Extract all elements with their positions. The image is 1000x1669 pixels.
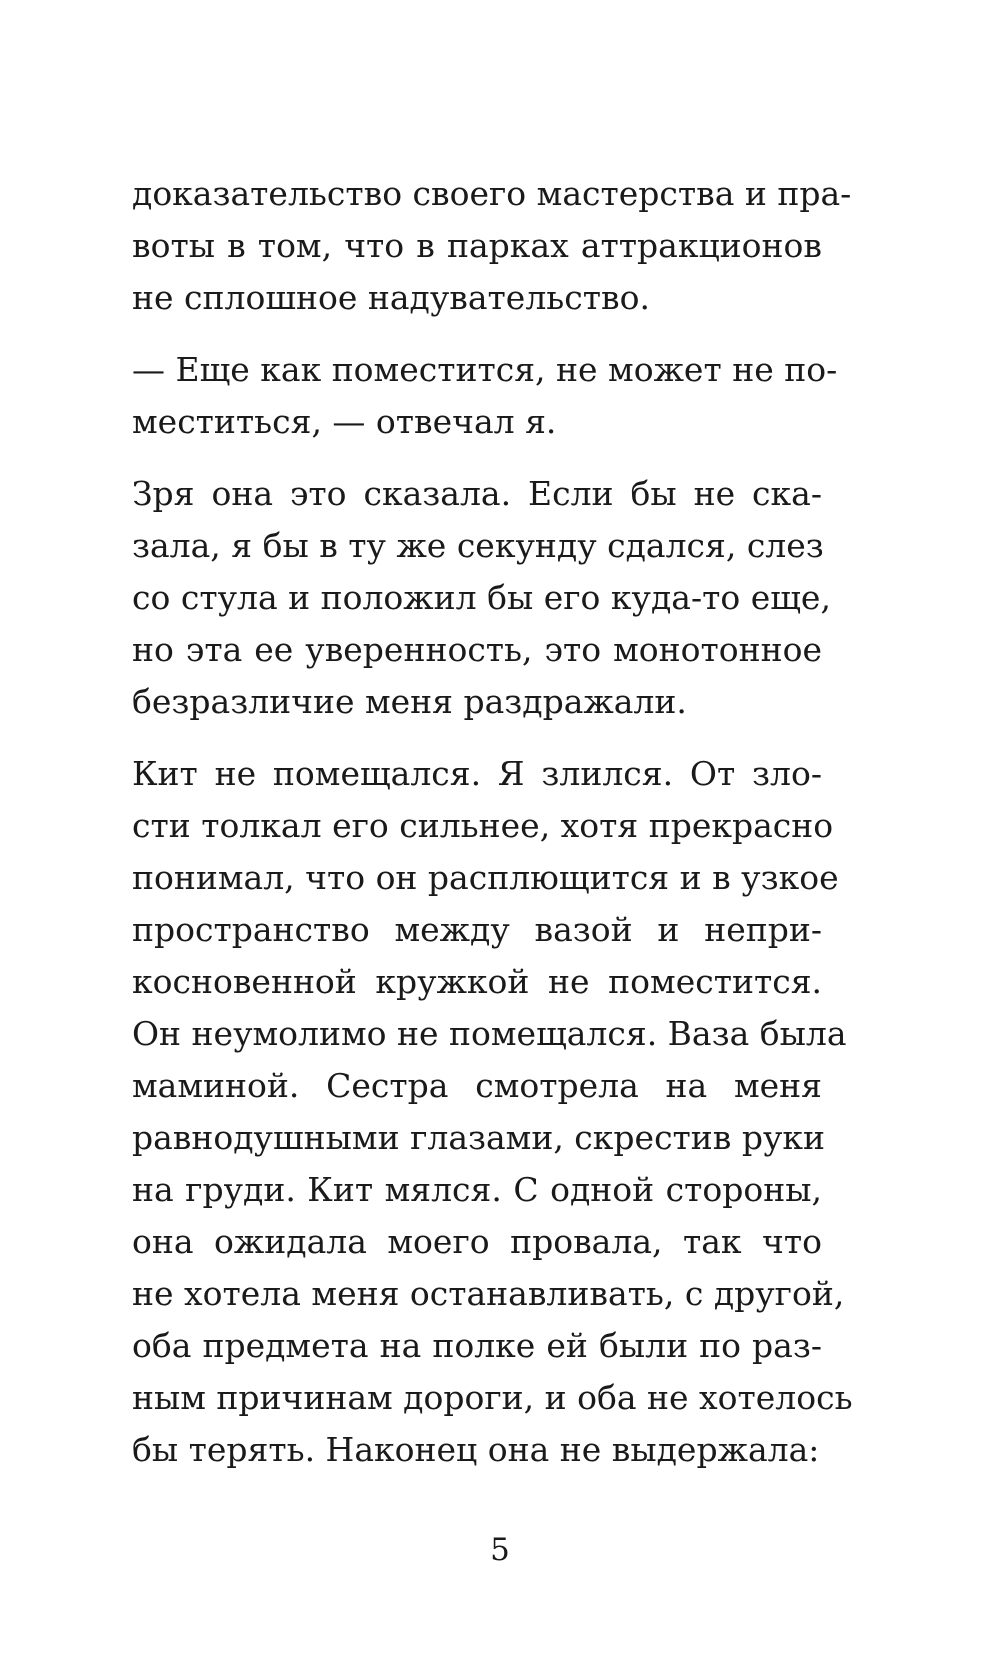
text-line: равнодушными глазами, скрестив руки — [132, 1118, 826, 1157]
text-line: ным причинам дороги, и оба не хотелось — [132, 1378, 853, 1417]
text-line: понимал, что он расплющится и в узкое — [132, 858, 839, 897]
text-line: пространство между вазой и непри- — [132, 910, 822, 949]
text-line: воты в том, что в парках аттракционов — [132, 226, 822, 265]
text-line: Кит не помещался. Я злился. От зло- — [132, 754, 822, 793]
text-line: маминой. Сестра смотрела на меня — [132, 1066, 822, 1105]
paragraph — [132, 748, 853, 1476]
text-line: на груди. Кит мялся. С одной стороны, — [132, 1170, 822, 1209]
text-line: безразличие меня раздражали. — [132, 682, 687, 721]
paragraph-gap — [132, 324, 822, 344]
text-line: Зря она это сказала. Если бы не ска- — [132, 474, 822, 513]
text-line: не хотела меня останавливать, с другой, — [132, 1274, 845, 1313]
paragraph — [132, 344, 838, 448]
text-line: — Еще как поместится, не может не по- — [132, 350, 838, 389]
paragraph — [132, 468, 831, 728]
paragraph-gap — [132, 448, 822, 468]
text-line: она ожидала моего провала, так что — [132, 1222, 822, 1261]
text-line: но эта ее уверенность, это монотонное — [132, 630, 822, 669]
text-line: оба предмета на полке ей были по раз- — [132, 1326, 822, 1365]
page-number: 5 — [490, 1532, 510, 1568]
text-line: сти толкал его сильнее, хотя прекрасно — [132, 806, 834, 845]
paragraph-gap — [132, 728, 822, 748]
text-line: доказательство своего мастерства и пра- — [132, 174, 852, 213]
text-line: не сплошное надувательство. — [132, 278, 650, 317]
text-line: зала, я бы в ту же секунду сдался, слез — [132, 526, 824, 565]
text-line: со стула и положил бы его куда-то еще, — [132, 578, 831, 617]
body-text — [132, 168, 853, 1476]
text-line: косновенной кружкой не поместится. — [132, 962, 822, 1001]
text-line: Он неумолимо не помещался. Ваза была — [132, 1014, 847, 1053]
text-line: бы терять. Наконец она не выдержала: — [132, 1430, 820, 1469]
text-line: меститься, — отвечал я. — [132, 402, 557, 441]
paragraph — [132, 168, 852, 324]
